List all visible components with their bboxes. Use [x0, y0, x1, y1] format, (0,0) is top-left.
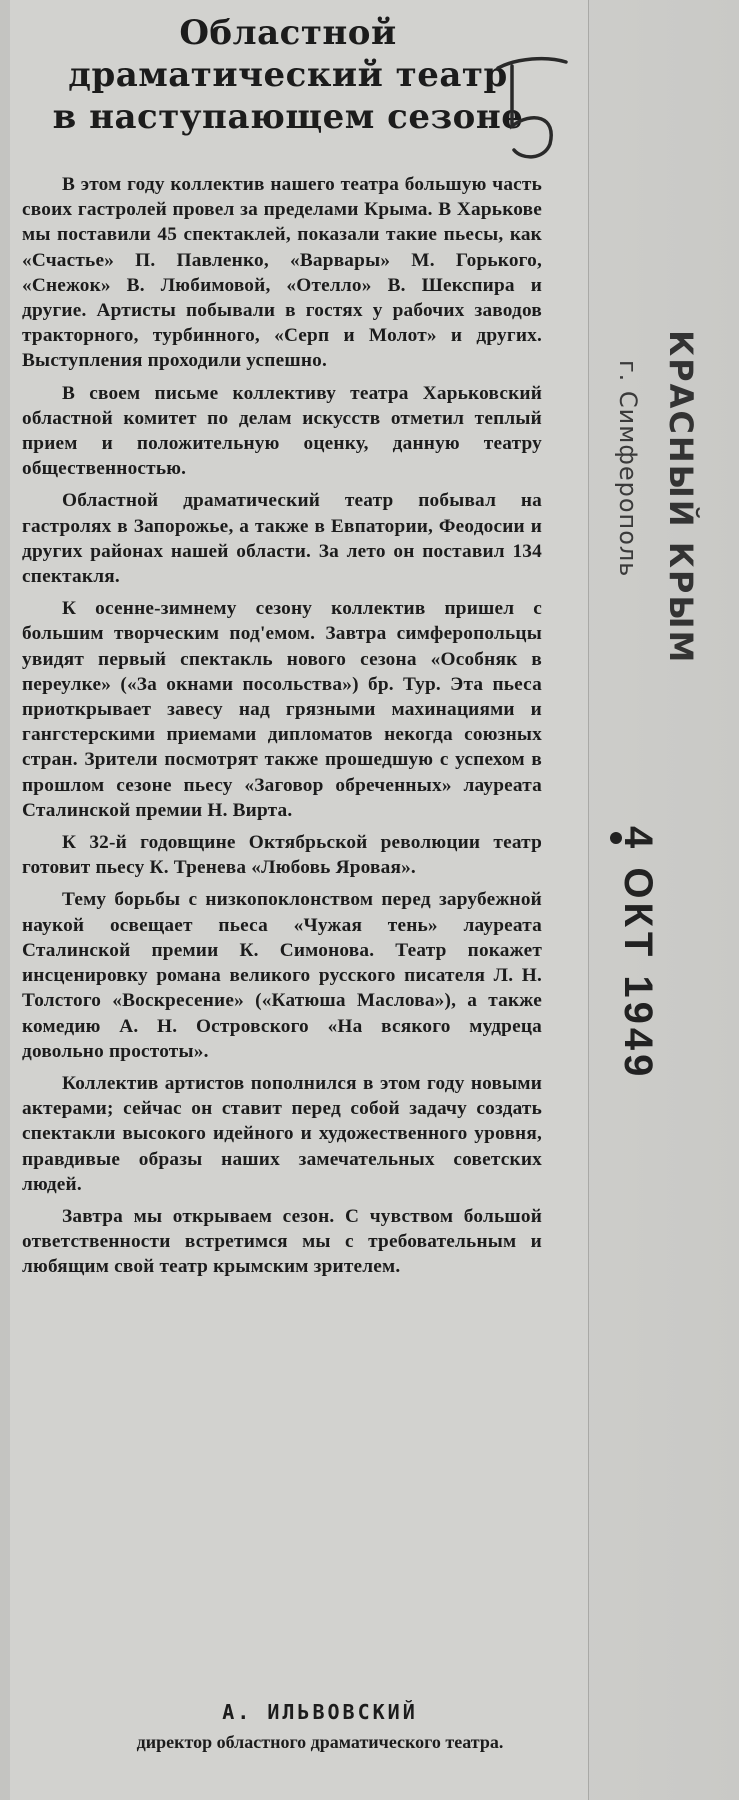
- paragraph: К осенне-зимнему сезону коллектив пришел с большим творческим под'емом. Завтра симферопольцы увидят первый спектакль нового сезона «Особняк в переулке» («За окнами посольства») бр. Тур. Эта пьеса приоткрывает завесу над грязными махинациями и гангстерскими приемами дипломатов некогда союзных стран. Зрители посмотрят также прошедшую с успехом в прошлом сезоне пьесу «Заговор обреченных» лауреата Сталинской премии Н. Вирта.: [22, 598, 542, 821]
- author-role: директор областного драматического театра.: [136, 1732, 504, 1752]
- author-name: А. ИЛЬВОВСКИЙ: [222, 1700, 418, 1724]
- paragraph: В этом году коллектив нашего театра большую часть своих гастролей провел за пределами Крыма. В Харькове мы поставили 45 спектаклей, показали такие пьесы, как «Счастье» П. Павленко, «Варвары» М. Горького, «Снежок» В. Любимовой, «Отелло» В. Шекспира и другие. Артисты побывали в гостях у рабочих заводов тракторного, турбинного, «Серп и Молот» и других. Выступления проходили успешно.: [22, 174, 542, 372]
- headline-line-2: драматический театр: [68, 55, 508, 95]
- paragraph: Завтра мы открываем сезон. С чувством большой ответственности встретимся мы с требовательным и любящим свой театр крымским зрителем.: [22, 1205, 542, 1278]
- paragraph: В своем письме коллективу театра Харьковский областной комитет по делам искусств отметил теплый прием и положительную оценку, данную театру общественностью.: [22, 382, 542, 480]
- paragraph: Областной драматический театр побывал на гастролях в Запорожье, а также в Евпатории, Феодосии и других районах нашей области. За лето он поставил 134 спектакля.: [22, 490, 542, 588]
- paragraph: Тему борьбы с низкопоклонством перед зарубежной наукой освещает пьеса «Чужая тень» лауреата Сталинской премии К. Симонова. Театр покажет инсценировку романа великого русского писателя Л. Н. Толстого «Воскресение» («Катюша Маслова»), а также комедию А. Н. Островского «На всякого мудреца довольно простоты».: [22, 889, 542, 1062]
- paragraph: Коллектив артистов пополнился в этом году новыми актерами; сейчас он ставит перед собой задачу создать спектакли высокого идейного и художественного уровня, правдивые образы наших замечательных советских людей.: [22, 1072, 542, 1195]
- article-body: [22, 172, 542, 1287]
- stamp-date: 4 ОКТ 1949: [616, 826, 660, 1081]
- handwritten-mark: [492, 56, 572, 166]
- stamp-newspaper-name: КРАСНЫЙ КРЫМ: [662, 330, 700, 665]
- article-headline: [18, 8, 558, 137]
- headline-line-1: Областной: [179, 13, 397, 53]
- paragraph: К 32-й годовщине Октябрьской революции театр готовит пьесу К. Тренева «Любовь Яровая».: [22, 832, 542, 879]
- stamp-city: г. Симферополь: [614, 360, 642, 578]
- headline-line-3: в наступающем сезоне: [52, 97, 524, 137]
- author-signature: [120, 1700, 520, 1754]
